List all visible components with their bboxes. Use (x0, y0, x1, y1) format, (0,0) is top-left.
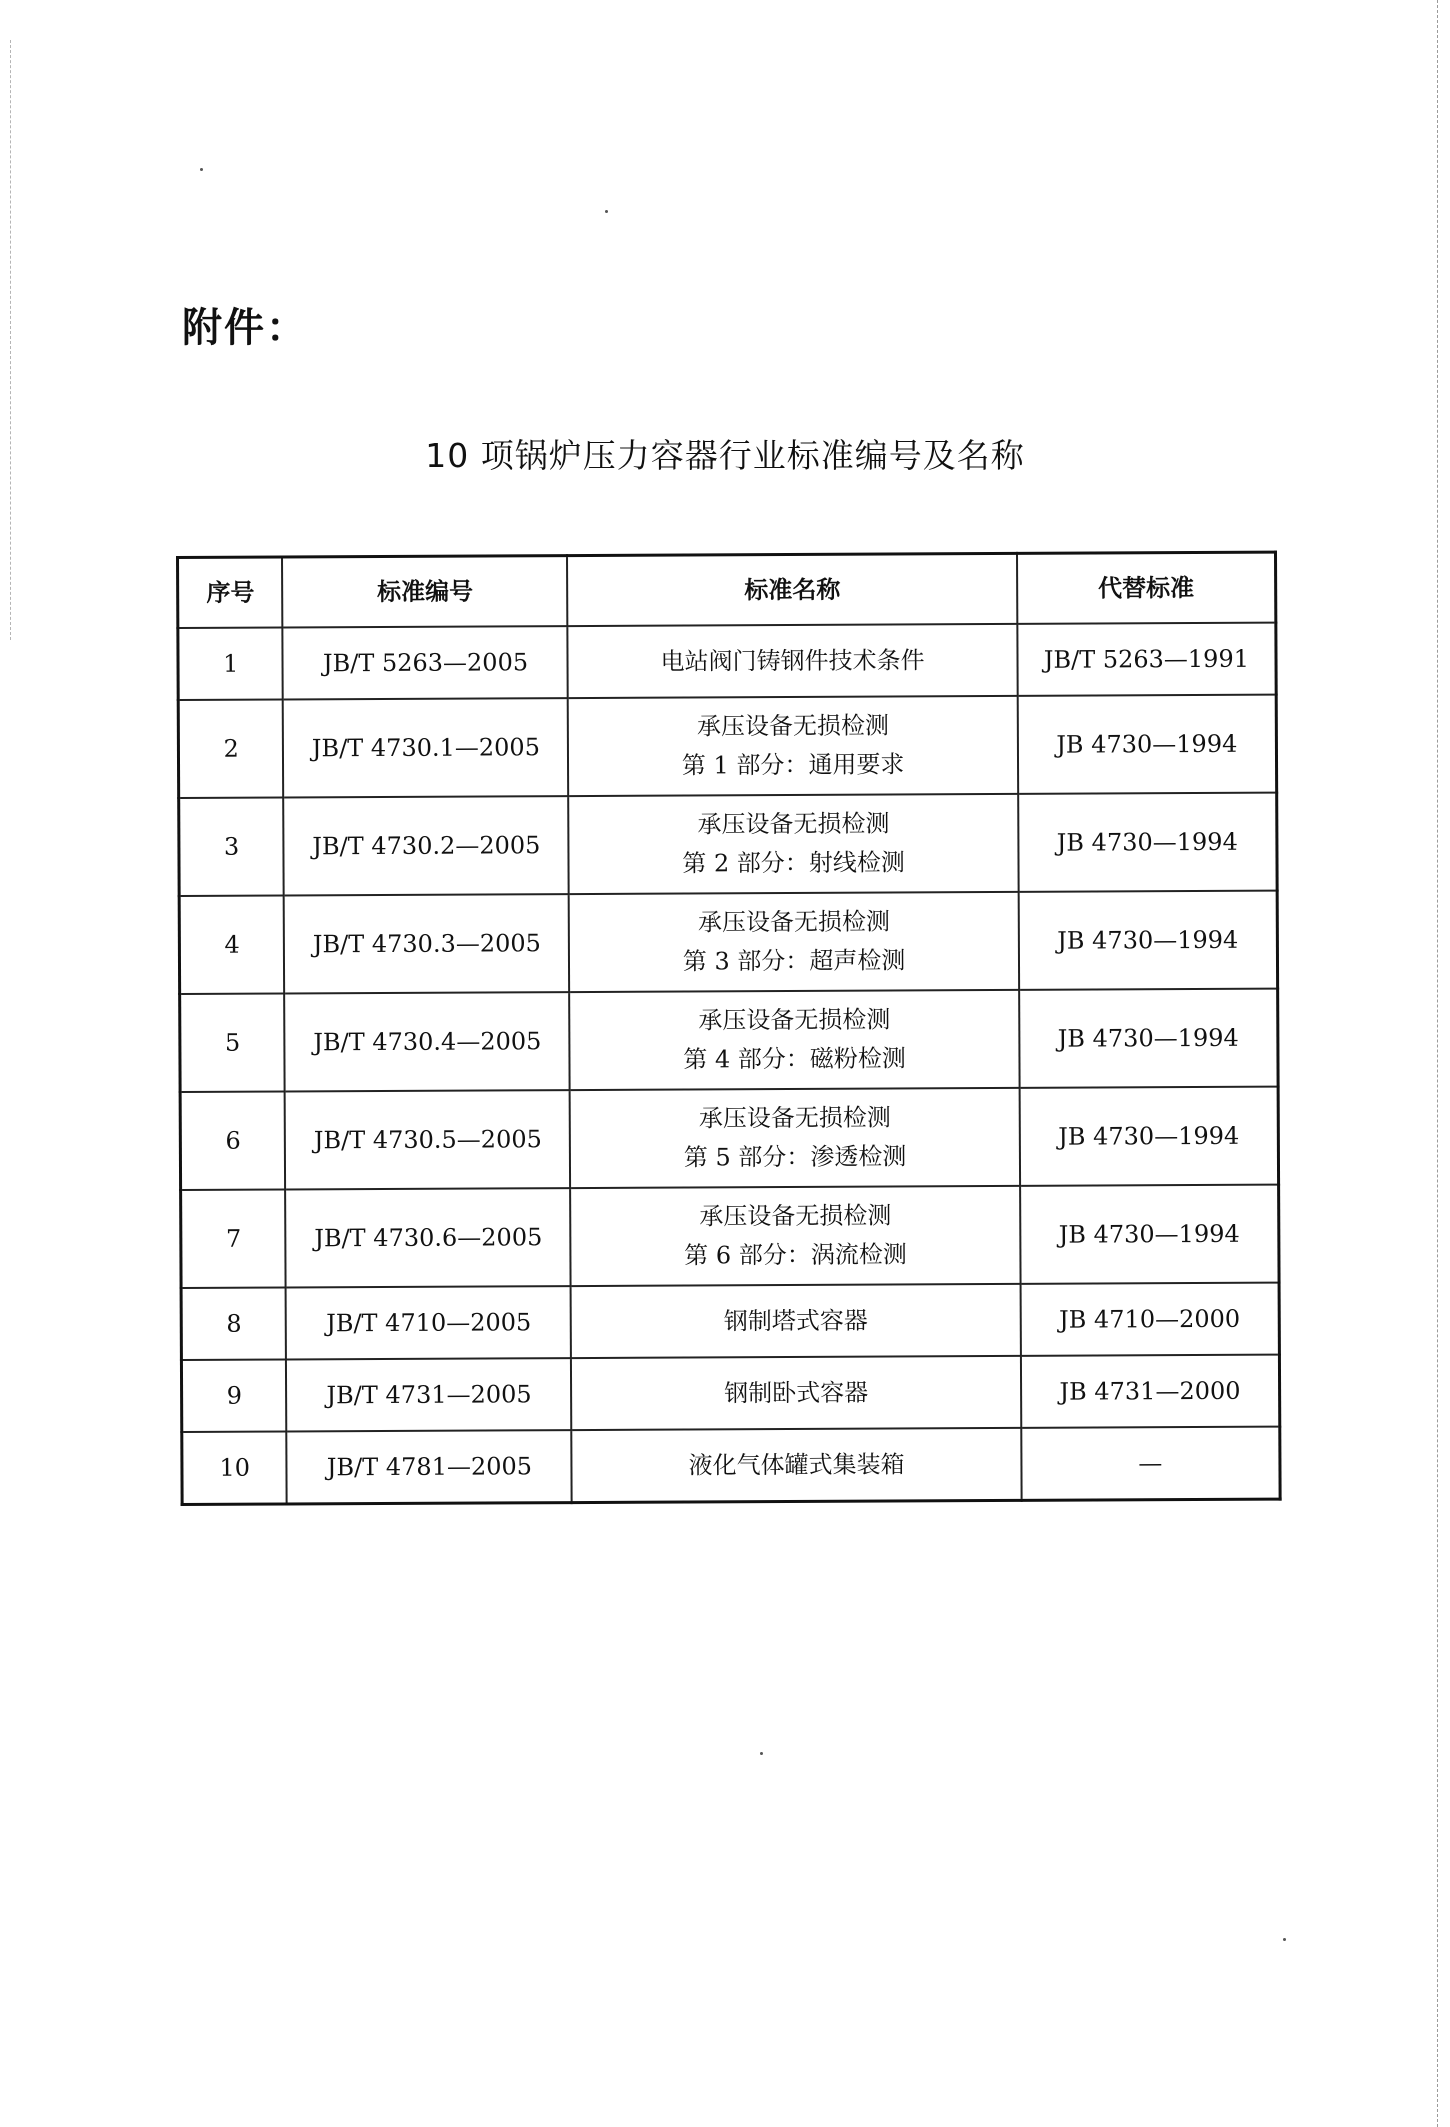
name-line: 第 1 部分：通用要求 (681, 750, 905, 780)
cell-seq: 3 (179, 797, 284, 896)
scan-speck (760, 1752, 763, 1755)
name-line: 第 6 部分：涡流检测 (684, 1240, 907, 1270)
cell-seq: 1 (178, 627, 283, 700)
cell-replaces: JB 4730—1994 (1017, 695, 1276, 794)
page-edge (1437, 0, 1438, 2127)
table-row (182, 1427, 1280, 1505)
table-row (179, 891, 1277, 994)
cell-name (572, 1428, 1022, 1503)
scan-speck (200, 168, 203, 171)
cell-code: JB/T 4730.2—2005 (284, 796, 569, 895)
header-replaces: 代替标准 (1017, 552, 1276, 624)
cell-code: JB/T 4731—2005 (286, 1358, 571, 1431)
cell-seq: 5 (180, 993, 285, 1092)
document-title: 10 项锅炉压力容器行业标准编号及名称 (425, 436, 1025, 475)
cell-code: JB/T 4730.1—2005 (283, 698, 568, 797)
table-row (181, 1355, 1279, 1432)
cell-replaces: JB 4730—1994 (1019, 989, 1278, 1088)
table-row (180, 1087, 1278, 1190)
cell-name (568, 696, 1018, 796)
table-row (181, 1283, 1279, 1360)
cell-replaces: JB 4730—1994 (1018, 793, 1277, 892)
cell-name (570, 990, 1020, 1090)
cell-name (571, 1284, 1021, 1358)
cell-seq: 8 (181, 1287, 286, 1360)
cell-seq: 6 (180, 1091, 285, 1190)
cell-code: JB/T 4710—2005 (286, 1286, 571, 1359)
cell-code: JB/T 4781—2005 (287, 1430, 572, 1504)
page-edge-left (10, 40, 11, 640)
cell-seq: 4 (179, 895, 284, 994)
cell-replaces: JB 4710—2000 (1020, 1283, 1279, 1356)
cell-replaces: — (1021, 1427, 1280, 1501)
cell-code: JB/T 4730.4—2005 (285, 992, 570, 1091)
cell-replaces: JB 4730—1994 (1018, 891, 1277, 990)
table-row (178, 623, 1276, 700)
name-line: 液化气体罐式集装箱 (688, 1449, 905, 1480)
name-line: 第 4 部分：磁粉检测 (683, 1044, 906, 1074)
name-line: 钢制塔式容器 (723, 1306, 868, 1335)
name-line: 承压设备无损检测 (698, 1103, 891, 1133)
scan-speck (605, 210, 608, 213)
scan-speck (1283, 1938, 1286, 1941)
cell-seq: 7 (181, 1189, 286, 1288)
cell-code: JB/T 4730.3—2005 (284, 894, 569, 993)
cell-replaces: JB/T 5263—1991 (1017, 623, 1276, 696)
table-row (181, 1185, 1279, 1288)
cell-seq: 2 (178, 699, 283, 798)
name-line: 电站阀门铸钢件技术条件 (660, 645, 925, 676)
header-name: 标准名称 (567, 553, 1017, 626)
cell-seq: 9 (181, 1359, 286, 1432)
cell-name (571, 1186, 1021, 1286)
cell-name (568, 624, 1018, 698)
name-line: 钢制卧式容器 (724, 1378, 869, 1407)
cell-replaces: JB 4730—1994 (1019, 1087, 1278, 1186)
table-header-row (178, 552, 1276, 628)
name-line: 承压设备无损检测 (697, 907, 890, 937)
cell-code: JB/T 5263—2005 (283, 626, 568, 699)
table-row (178, 695, 1276, 798)
header-code: 标准编号 (282, 556, 567, 628)
cell-code: JB/T 4730.6—2005 (286, 1188, 571, 1287)
name-line: 第 3 部分：超声检测 (682, 946, 906, 976)
name-line: 承压设备无损检测 (699, 1201, 892, 1231)
cell-name (570, 1088, 1020, 1188)
name-line: 承压设备无损检测 (696, 711, 890, 741)
cell-name (569, 892, 1019, 992)
attachment-label: 附件： (182, 305, 308, 351)
table-row (180, 989, 1278, 1092)
standards-table (176, 551, 1282, 1506)
cell-replaces: JB 4731—2000 (1021, 1355, 1280, 1428)
cell-name (571, 1356, 1021, 1430)
cell-code: JB/T 4730.5—2005 (285, 1090, 570, 1189)
header-seq: 序号 (178, 557, 283, 628)
name-line: 第 5 部分：渗透检测 (683, 1142, 907, 1172)
cell-seq: 10 (182, 1431, 287, 1504)
name-line: 承压设备无损检测 (698, 1005, 891, 1035)
name-line: 承压设备无损检测 (697, 809, 890, 839)
name-line: 第 2 部分：射线检测 (682, 848, 905, 878)
table-row (179, 793, 1277, 896)
cell-replaces: JB 4730—1994 (1020, 1185, 1279, 1284)
cell-name (569, 794, 1019, 894)
